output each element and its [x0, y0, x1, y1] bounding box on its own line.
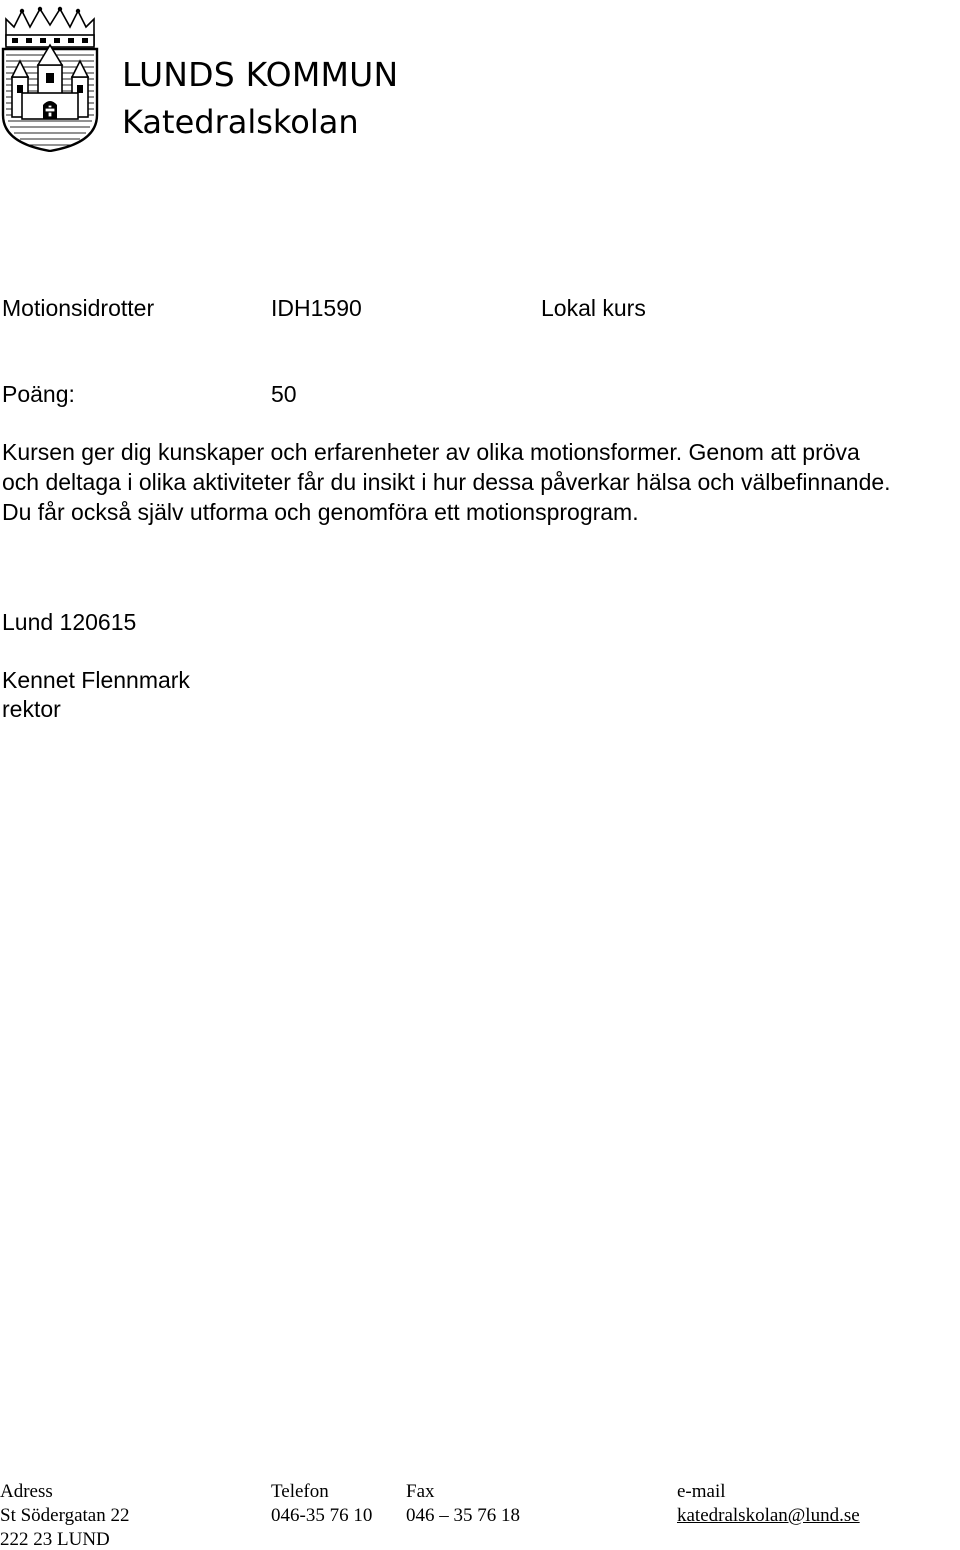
- course-type: Lokal kurs: [541, 295, 646, 321]
- footer-fax-label: Fax: [406, 1481, 435, 1502]
- signer-title: rektor: [2, 696, 61, 722]
- signer-name: Kennet Flennmark: [2, 667, 190, 693]
- footer-phone-label: Telefon: [271, 1481, 329, 1502]
- school-name: Katedralskolan: [122, 103, 359, 141]
- points-label: Poäng:: [2, 381, 75, 407]
- course-name: Motionsidrotter: [2, 295, 155, 321]
- lund-crest-icon: [0, 5, 100, 152]
- footer-address-street: St Södergatan 22: [0, 1505, 130, 1526]
- footer-phone-value: 046-35 76 10: [271, 1505, 373, 1526]
- footer-address-city: 222 23 LUND: [0, 1529, 110, 1550]
- course-description: [2, 437, 960, 527]
- organization-name: LUNDS KOMMUN: [122, 55, 399, 94]
- place-date: Lund 120615: [2, 609, 137, 635]
- footer-fax-value: 046 – 35 76 18: [406, 1505, 520, 1526]
- points-value: 50: [271, 381, 297, 407]
- footer-email-link[interactable]: katedralskolan@lund.se: [677, 1505, 860, 1526]
- description-line: Du får också själv utforma och genomföra ett motionsprogram.: [2, 499, 639, 525]
- footer-email-label: e-mail: [677, 1481, 726, 1502]
- description-line: Kursen ger dig kunskaper och erfarenheter av olika motionsformer. Genom att pröva: [2, 439, 860, 465]
- description-line: och deltaga i olika aktiviteter får du insikt i hur dessa påverkar hälsa och välbefinnande.: [2, 469, 891, 495]
- footer-address-label: Adress: [0, 1481, 53, 1502]
- course-code: IDH1590: [271, 295, 362, 321]
